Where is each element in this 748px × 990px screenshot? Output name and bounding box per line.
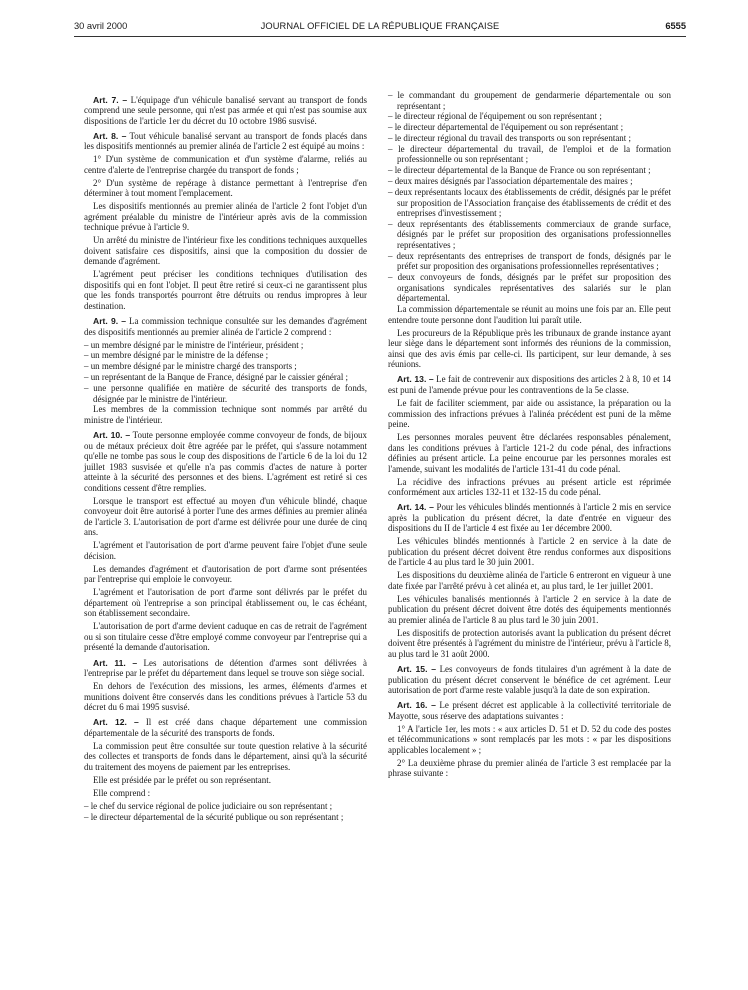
paragraph bbox=[84, 587, 367, 619]
paragraph-text: – le directeur régional de l'équipement ou son représentant ; bbox=[388, 111, 602, 122]
paragraph-text: 2° La deuxième phrase du premier alinéa de l'article 3 est remplacée par la phrase suivante : bbox=[388, 757, 671, 779]
paragraph bbox=[388, 432, 671, 474]
list-item bbox=[388, 165, 671, 176]
paragraph-text: – deux représentants des entreprises de transport de fonds, désignés par le préfet sur proposition des organisations professionnelles représentatives ; bbox=[388, 250, 671, 272]
article-paragraph bbox=[388, 374, 671, 395]
left-column bbox=[84, 90, 367, 822]
paragraph-text: Le fait de contrevenir aux dispositions des articles 2 à 8, 10 et 14 est puni de l'amende prévue pour les contraventions de la 5e classe. bbox=[388, 374, 672, 396]
paragraph-text: Pour les véhicules blindés mentionnés à l'article 2 mis en service après la publication du présent décret, la date d'entrée en vigueur des dispositions du II de l'article 4 est fixée au 1er décembre 2000. bbox=[388, 502, 671, 534]
paragraph-text: 2° D'un système de repérage à distance permettant à l'entreprise d'en déterminer à tout moment l'emplacement. bbox=[84, 177, 367, 199]
paragraph bbox=[84, 621, 367, 653]
paragraph-text: Les procureurs de la République près les tribunaux de grande instance ayant leur siège dans le département sont informés des réunions de la commission, ainsi que des avis émis par celle-ci. Ils participent, sur leur demande, à ses réunions. bbox=[388, 327, 671, 370]
paragraph-text: – deux convoyeurs de fonds, désignés par le préfet sur proposition des organisations syndicales représentatives des salariés sur le plan départemental. bbox=[388, 272, 671, 304]
list-item bbox=[388, 187, 671, 219]
paragraph-text: L'équipage d'un véhicule banalisé servant au transport de fonds comprend une seule personne, qui n'est pas armée et qui n'est pas soumise aux dispositions de l'article 1er du décret du 10 octobre 1986 susvisé. bbox=[84, 94, 367, 126]
list-item bbox=[84, 801, 367, 812]
paragraph-text: – un membre désigné par le ministre chargé des transports ; bbox=[84, 361, 297, 372]
article-paragraph bbox=[84, 95, 367, 127]
paragraph-text: 1° D'un système de communication et d'un système d'alarme, reliés au centre d'alerte de l'entreprise chargée du transport de fonds ; bbox=[84, 154, 367, 175]
paragraph bbox=[388, 758, 671, 779]
paragraph bbox=[84, 178, 367, 199]
article-label: Art. 15. – bbox=[397, 664, 436, 675]
paragraph-text: – un membre désigné par le ministre de la défense ; bbox=[84, 350, 269, 361]
paragraph bbox=[84, 681, 367, 713]
header-date: 30 avril 2000 bbox=[74, 21, 128, 31]
paragraph bbox=[84, 775, 367, 786]
list-item bbox=[84, 372, 367, 383]
paragraph-text: Les membres de la commission technique sont nommés par arrêté du ministre de l'intérieur. bbox=[84, 404, 367, 425]
paragraph bbox=[84, 496, 367, 538]
list-item bbox=[388, 122, 671, 133]
paragraph bbox=[84, 404, 367, 425]
list-item bbox=[84, 383, 367, 404]
paragraph bbox=[84, 201, 367, 233]
list-item bbox=[84, 812, 367, 823]
article-paragraph bbox=[388, 664, 671, 696]
paragraph-text: La récidive des infractions prévues au présent article est réprimée conformément aux articles 132-11 et 132-15 du code pénal. bbox=[388, 476, 671, 498]
paragraph-text: Les demandes d'agrément et d'autorisation de port d'arme sont présentées par l'entreprise qui emploie le convoyeur. bbox=[84, 563, 367, 585]
paragraph-text: Les convoyeurs de fonds titulaires d'un agrément à la date de publication du présent décret conservent le bénéfice de cet agrément. Leur autorisation de port d'arme reste valable jusqu'à la date de son expiration. bbox=[388, 664, 671, 696]
paragraph bbox=[388, 570, 671, 591]
article-paragraph bbox=[388, 700, 671, 721]
paragraph-text: – le directeur départemental de l'équipement ou son représentant ; bbox=[388, 122, 624, 133]
paragraph-text: La commission peut être consultée sur toute question relative à la sécurité des collectes et transports de fonds dans le département, ainsi qu'à la sécurité du traitement des moyens de paiement par les entreprises. bbox=[84, 740, 367, 772]
paragraph bbox=[84, 741, 367, 773]
paragraph-text: Un arrêté du ministre de l'intérieur fixe les conditions techniques auxquelles doivent satisfaire ces dispositifs, ainsi que la composition du dossier de demande d'agrément. bbox=[84, 235, 367, 267]
list-item bbox=[388, 272, 671, 304]
article-label: Art. 16. – bbox=[397, 700, 436, 711]
paragraph bbox=[84, 269, 367, 311]
list-item bbox=[84, 350, 367, 361]
paragraph-text: – deux représentants des établissements commerciaux de grande surface, désignés par le préfet sur proposition des organisations professionnelles représentatives ; bbox=[388, 218, 671, 251]
paragraph-text: Les véhicules banalisés mentionnés à l'article 2 en service à la date de publication du présent décret doivent être dotés des équipements mentionnés au premier alinéa de l'article 8 au plus tard le 30 juin 2001. bbox=[388, 593, 671, 625]
paragraph-text: – le chef du service régional de police judiciaire ou son représentant ; bbox=[84, 800, 333, 811]
header-title: JOURNAL OFFICIEL DE LA RÉPUBLIQUE FRANÇAISE bbox=[260, 21, 500, 31]
paragraph-text: Les dispositifs mentionnés au premier alinéa de l'article 2 font l'objet d'un agrément préalable du ministre de l'intérieur après avis de la commission technique prévue à l'article 9. bbox=[84, 201, 367, 233]
paragraph-text: L'agrément et l'autorisation de port d'arme peuvent faire l'objet d'une seule décision. bbox=[84, 540, 367, 561]
paragraph-text: – le directeur départemental de la sécurité publique ou son représentant ; bbox=[84, 811, 344, 822]
list-item bbox=[84, 340, 367, 351]
list-item bbox=[388, 133, 671, 144]
paragraph-text: Les dispositifs de protection autorisés avant la publication du présent décret doivent être présentés à l'agrément du ministre de l'intérieur, prévu à l'article 8, au plus tard le 31 août 2000. bbox=[388, 627, 671, 659]
paragraph-text: Elle est présidée par le préfet ou son représentant. bbox=[93, 774, 271, 785]
paragraph-text: Le présent décret est applicable à la collectivité territoriale de Mayotte, sous réserve des adaptations suivantes : bbox=[388, 700, 671, 721]
article-paragraph bbox=[84, 430, 367, 493]
paragraph-text: – deux représentants locaux des établissements de crédit, désignés par le préfet sur proposition de l'Association française des établissements de crédit et des entreprises d'investissement ; bbox=[388, 187, 671, 219]
paragraph bbox=[388, 536, 671, 568]
paragraph-text: Le fait de faciliter sciemment, par aide ou assistance, la préparation ou la commission des infractions prévues à l'alinéa précédent est puni de la même peine. bbox=[388, 397, 671, 430]
paragraph-text: La commission technique consultée sur les demandes d'agrément des dispositifs mentionnés au premier alinéa de l'article 2 comprend : bbox=[84, 316, 367, 337]
article-paragraph bbox=[388, 502, 671, 534]
article-label: Art. 8. – bbox=[93, 130, 127, 141]
paragraph-text: L'autorisation de port d'arme devient caduque en cas de retrait de l'agrément ou si son titulaire cesse d'être employé comme convoyeur par l'entreprise qui a présenté la demande d'autorisation. bbox=[84, 621, 367, 653]
paragraph bbox=[388, 328, 671, 370]
paragraph bbox=[388, 398, 671, 430]
article-paragraph bbox=[84, 316, 367, 337]
list-item bbox=[388, 111, 671, 122]
paragraph-text: – un membre désigné par le ministre de l'intérieur, président ; bbox=[84, 339, 304, 350]
paragraph-text: – le directeur régional du travail des transports ou son représentant ; bbox=[388, 133, 631, 144]
article-label: Art. 13. – bbox=[397, 374, 434, 385]
paragraph-text: – le directeur départemental de la Banque de France ou son représentant ; bbox=[388, 165, 651, 176]
paragraph-text: L'agrément et l'autorisation de port d'arme sont délivrés par le préfet du département où l'entreprise a son principal établissement ou, le cas échéant, son établissement secondaire. bbox=[84, 587, 367, 619]
paragraph-text: Elle comprend : bbox=[93, 787, 151, 798]
paragraph-text: – un représentant de la Banque de France, désigné par le caissier général ; bbox=[84, 372, 349, 383]
right-column bbox=[388, 90, 671, 781]
paragraph-text: Lorsque le transport est effectué au moyen d'un véhicule blindé, chaque convoyeur doit être autorisé à porter l'une des armes définies au premier alinéa de l'article 3. L'autorisation de port d'arme est délivrée pour une durée de cinq ans. bbox=[84, 495, 367, 538]
paragraph bbox=[388, 304, 671, 325]
paragraph-text: Les véhicules blindés mentionnés à l'article 2 en service à la date de publication du présent décret doivent être rendus conformes aux dispositions de l'article 4 au plus tard le 30 juin 2001. bbox=[388, 536, 671, 568]
paragraph-text: La commission départementale se réunit au moins une fois par an. Elle peut entendre toute personne dont l'audition lui paraît utile. bbox=[388, 304, 671, 325]
list-item bbox=[388, 90, 671, 111]
article-paragraph bbox=[84, 131, 367, 152]
paragraph bbox=[84, 788, 367, 799]
paragraph-text: L'agrément peut préciser les conditions techniques d'utilisation des dispositifs qui en font l'objet. Il peut être retiré si ceux-ci ne garantissent plus que les fonds transportés pourront être détruits ou rendus impropres à leur destination. bbox=[84, 269, 367, 311]
list-item bbox=[388, 144, 671, 165]
paragraph-text: Les personnes morales peuvent être déclarées responsables pénalement, dans les conditions prévues à l'article 121-2 du code pénal, des infractions définies au présent article. La peine encourue par les personnes morales est l'amende, suivant les modalités de l'article 131-41 du code pénal. bbox=[388, 431, 671, 474]
article-label: Art. 9. – bbox=[93, 316, 127, 327]
paragraph-text: – le commandant du groupement de gendarmerie départementale ou son représentant ; bbox=[388, 90, 671, 111]
paragraph-text: Toute personne employée comme convoyeur de fonds, de bijoux ou de métaux précieux doit être agréée par le préfet, qui s'assure notamment qu'elle ne tombe pas sous le coup des dispositions de l'article 6 de la loi du 12 juillet 1983 susvisée et qu'elle n'a pas commis d'actes de nature à porter atteinte à la sécurité des personnes et des biens. L'agrément est retiré si ces conditions cessent d'être remplies. bbox=[84, 430, 367, 493]
list-item bbox=[388, 219, 671, 251]
paragraph bbox=[388, 724, 671, 756]
paragraph-text: Il est créé dans chaque département une commission départementale de la sécurité des transports de fonds. bbox=[84, 717, 367, 738]
paragraph bbox=[84, 154, 367, 175]
paragraph bbox=[388, 594, 671, 626]
paragraph-text: Les dispositions du deuxième alinéa de l'article 6 entreront en vigueur à une date fixée par l'arrêté prévu à cet alinéa et, au plus tard, le 1er juillet 2001. bbox=[388, 570, 671, 591]
paragraph-text: Les autorisations de détention d'armes sont délivrées à l'entreprise par le préfet du département dans lequel se trouve son siège social. bbox=[84, 657, 367, 679]
paragraph bbox=[84, 235, 367, 267]
paragraph bbox=[84, 564, 367, 585]
article-label: Art. 10. – bbox=[93, 430, 131, 441]
article-paragraph bbox=[84, 658, 367, 679]
paragraph-text: – une personne qualifiée en matière de sécurité des transports de fonds, désignée par le ministre de l'intérieur. bbox=[84, 382, 367, 404]
article-label: Art. 12. – bbox=[93, 717, 139, 728]
page-number: 6555 bbox=[665, 21, 686, 31]
paragraph-text: Tout véhicule banalisé servant au transport de fonds placés dans les dispositifs mentionnés au premier alinéa de l'article 2 est équipé au moins : bbox=[84, 130, 367, 152]
article-label: Art. 14. – bbox=[397, 502, 434, 513]
paragraph bbox=[84, 540, 367, 561]
page-header bbox=[74, 20, 686, 37]
paragraph-text: – le directeur départemental du travail, de l'emploi et de la formation professionnelle ou son représentant ; bbox=[388, 143, 671, 165]
article-paragraph bbox=[84, 717, 367, 738]
list-item bbox=[388, 176, 671, 187]
paragraph-text: – deux maires désignés par l'association départementale des maires ; bbox=[388, 176, 633, 187]
list-item bbox=[388, 251, 671, 272]
paragraph-text: En dehors de l'exécution des missions, les armes, éléments d'armes et munitions doivent être conservés dans les conditions prévues à l'article 53 du décret du 6 mai 1995 susvisé. bbox=[84, 681, 367, 713]
paragraph bbox=[388, 628, 671, 660]
paragraph bbox=[388, 477, 671, 498]
article-label: Art. 7. – bbox=[93, 94, 128, 105]
list-item bbox=[84, 361, 367, 372]
article-label: Art. 11. – bbox=[93, 657, 138, 668]
paragraph-text: 1° A l'article 1er, les mots : « aux articles D. 51 et D. 52 du code des postes et télécommunications » sont remplacés par les mots : « par les dispositions applicables localement » ; bbox=[388, 723, 671, 755]
